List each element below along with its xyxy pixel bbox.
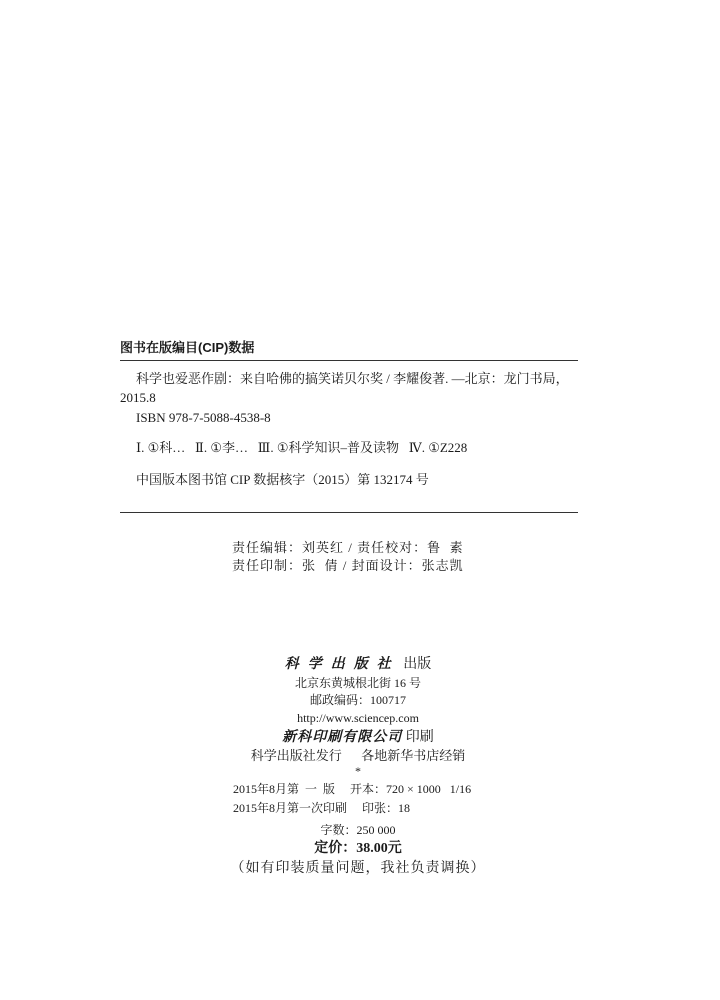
editors-line-1: 责任编辑：刘英红 / 责任校对：鲁 素	[232, 540, 464, 555]
quality-notice: （如有印装质量问题，我社负责调换）	[230, 861, 486, 876]
printer-suffix: 印刷	[405, 730, 434, 745]
divider-top	[120, 360, 578, 361]
divider-bottom	[120, 512, 578, 513]
cip-classification: Ⅰ. ①科… Ⅱ. ①李… Ⅲ. ①科学知识–普及读物 Ⅳ. ①Z228	[136, 440, 468, 455]
printer-name-logo: 新科印刷有限公司	[282, 730, 403, 745]
publisher-url: http://www.sciencep.com	[297, 711, 419, 725]
cip-heading: 图书在版编目(CIP)数据	[120, 340, 255, 355]
cip-number: 中国版本图书馆 CIP 数据核字（2015）第 132174 号	[136, 472, 429, 487]
publisher-suffix: 出版	[403, 657, 432, 672]
price: 定价：38.00元	[314, 841, 402, 856]
publisher-address: 北京东黄城根北街 16 号	[294, 676, 421, 690]
printing-info: 2015年8月第一次印刷 印张：18	[233, 801, 411, 815]
separator-asterisk: *	[355, 764, 361, 778]
cip-isbn: ISBN 978-7-5088-4538-8	[136, 410, 271, 425]
editors-line-2: 责任印制：张 倩 / 封面设计：张志凯	[232, 558, 464, 573]
word-count: 字数：250 000	[320, 823, 396, 837]
printer-line	[0, 729, 716, 746]
cip-date-line: 2015.8	[120, 390, 156, 405]
publisher-postcode: 邮政编码：100717	[309, 693, 406, 707]
distribution: 科学出版社发行 各地新华书店经销	[250, 748, 466, 763]
edition-info: 2015年8月第 一 版 开本：720 × 1000 1/16	[233, 782, 472, 796]
publisher-line	[0, 656, 716, 673]
cip-title-line: 科学也爱恶作剧：来自哈佛的搞笑诺贝尔奖 / 李耀俊著. —北京：龙门书局，	[136, 371, 569, 386]
publisher-name-logo: 科学出版社	[284, 657, 400, 672]
